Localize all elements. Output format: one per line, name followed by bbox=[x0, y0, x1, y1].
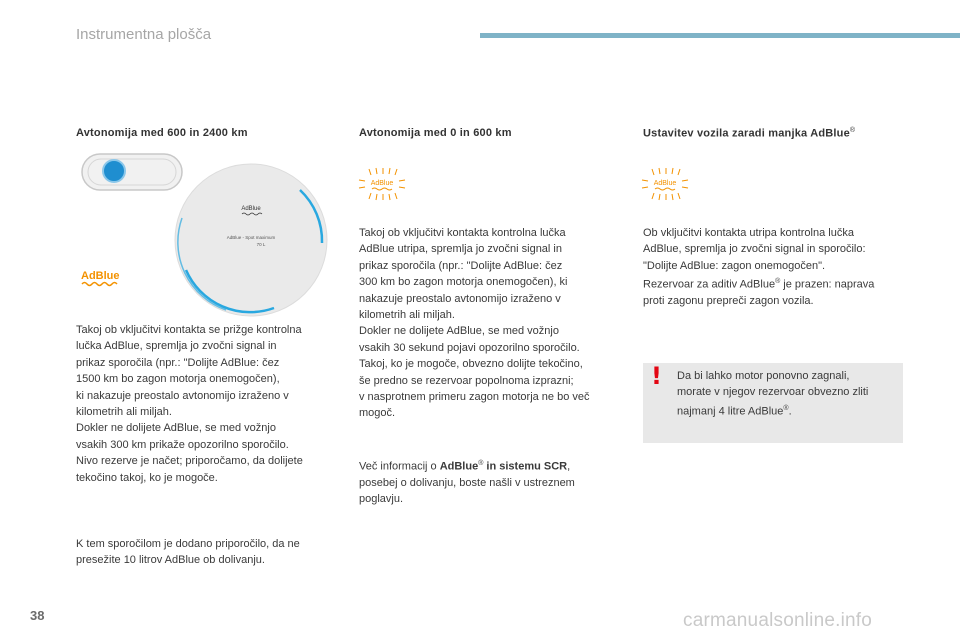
column2-paragraph1: Takoj ob vključitvi kontakta kontrolna lučka AdBlue utripa, spremlja jo zvočni signal in prikaz sporočila (npr.: "Dolijte AdBlue: čez 300 km bo zagon motorja onemogočen), ki nakazuje preostalo avtonomijo izraženo v kilometrih ali miljah. Dokler ne dolijete AdBlue, se med vožnjo vsakih 30 sekund pojavi opozorilno sporočilo. Takoj, ko je mogoče, obvezno dolijte tekočino, še predno se rezervoar popolnoma izprazni; v nasprotnem primeru zagon motorja ne bo več mogoč. bbox=[359, 227, 590, 420]
column2-title: Avtonomija med 0 in 600 km bbox=[359, 127, 512, 139]
small-gauge-icon bbox=[82, 154, 182, 190]
warning-text-b: . bbox=[788, 405, 792, 418]
column3-title-text: Ustavitev vozila zaradi manjka AdBlue bbox=[643, 127, 850, 140]
instrument-cluster-illustration bbox=[76, 148, 336, 318]
warning-exclamation-icon: ! bbox=[651, 362, 662, 390]
column3-title bbox=[643, 127, 855, 140]
more-info-suffix: , posebej o dolivanju, boste našli v ustreznem poglavju. bbox=[359, 460, 575, 506]
watermark: carmanualsonline.info bbox=[683, 610, 873, 631]
column3-paragraph1-a: Ob vključitvi kontakta utripa kontrolna lučka AdBlue, spremlja jo zvočni signal in sporočilo: "Dolijte AdBlue: zagon onemogočen". Rezervoar za aditiv AdBlue bbox=[643, 227, 866, 291]
page-number: 38 bbox=[30, 608, 45, 623]
cluster-message-line1: AdBlue - Spot maximum bbox=[226, 235, 276, 240]
column2-more-info bbox=[359, 456, 627, 508]
column1-paragraph2: K tem sporočilom je dodano priporočilo, da ne presežite 10 litrov AdBlue ob dolivanju. bbox=[76, 538, 300, 567]
column3-paragraph1-b: je prazen: naprava proti zagonu prepreči zagon vozila. bbox=[643, 278, 875, 308]
adblue-flashing-icon bbox=[357, 166, 407, 202]
large-gauge-icon bbox=[175, 164, 327, 316]
adblue-flashing-icon bbox=[640, 166, 690, 202]
header-accent-bar bbox=[480, 33, 960, 38]
column1-paragraph1: Takoj ob vključitvi kontakta se prižge kontrolna lučka AdBlue, spremlja jo zvočni signal in prikaz sporočila (npr.: "Dolijte AdBlue: čez 1500 km bo zagon motorja onemogočen), ki nakazuje preostalo avtonomijo izraženo v kilometrih ali miljah. Dokler ne dolijete AdBlue, se med vožnjo vsakih 300 km prikaže opozorilno sporočilo. Nivo rezerve je načet; priporočamo, da dolijete tekočino takoj, ko je mogoče. bbox=[76, 324, 303, 484]
more-info-adblue-link[interactable]: AdBlue bbox=[439, 460, 479, 473]
cluster-message-line2: 70 L bbox=[256, 242, 266, 247]
section-title: Instrumentna plošča bbox=[76, 26, 212, 43]
adblue-icon-label: AdBlue bbox=[653, 180, 677, 187]
column1-title: Avtonomija med 600 in 2400 km bbox=[76, 127, 248, 139]
column3-paragraph1 bbox=[643, 225, 913, 310]
adblue-warning-label: AdBlue bbox=[81, 270, 120, 282]
adblue-icon-label: AdBlue bbox=[370, 180, 394, 187]
warning-text-a: Da bi lahko motor ponovno zagnali, morate v njegov rezervoar obvezno zliti najmanj 4 litre AdBlue bbox=[677, 370, 869, 418]
warning-text bbox=[677, 368, 899, 420]
registered-mark: ® bbox=[849, 127, 856, 134]
adblue-warning-wave-icon bbox=[82, 283, 117, 286]
registered-mark: ® bbox=[783, 404, 789, 412]
more-info-prefix: Več informacij o bbox=[359, 460, 440, 473]
cluster-adblue-label: AdBlue bbox=[241, 206, 261, 212]
registered-mark: ® bbox=[775, 278, 781, 286]
registered-mark: ® bbox=[478, 460, 484, 467]
more-info-scr-link[interactable]: in sistemu SCR bbox=[483, 460, 568, 473]
